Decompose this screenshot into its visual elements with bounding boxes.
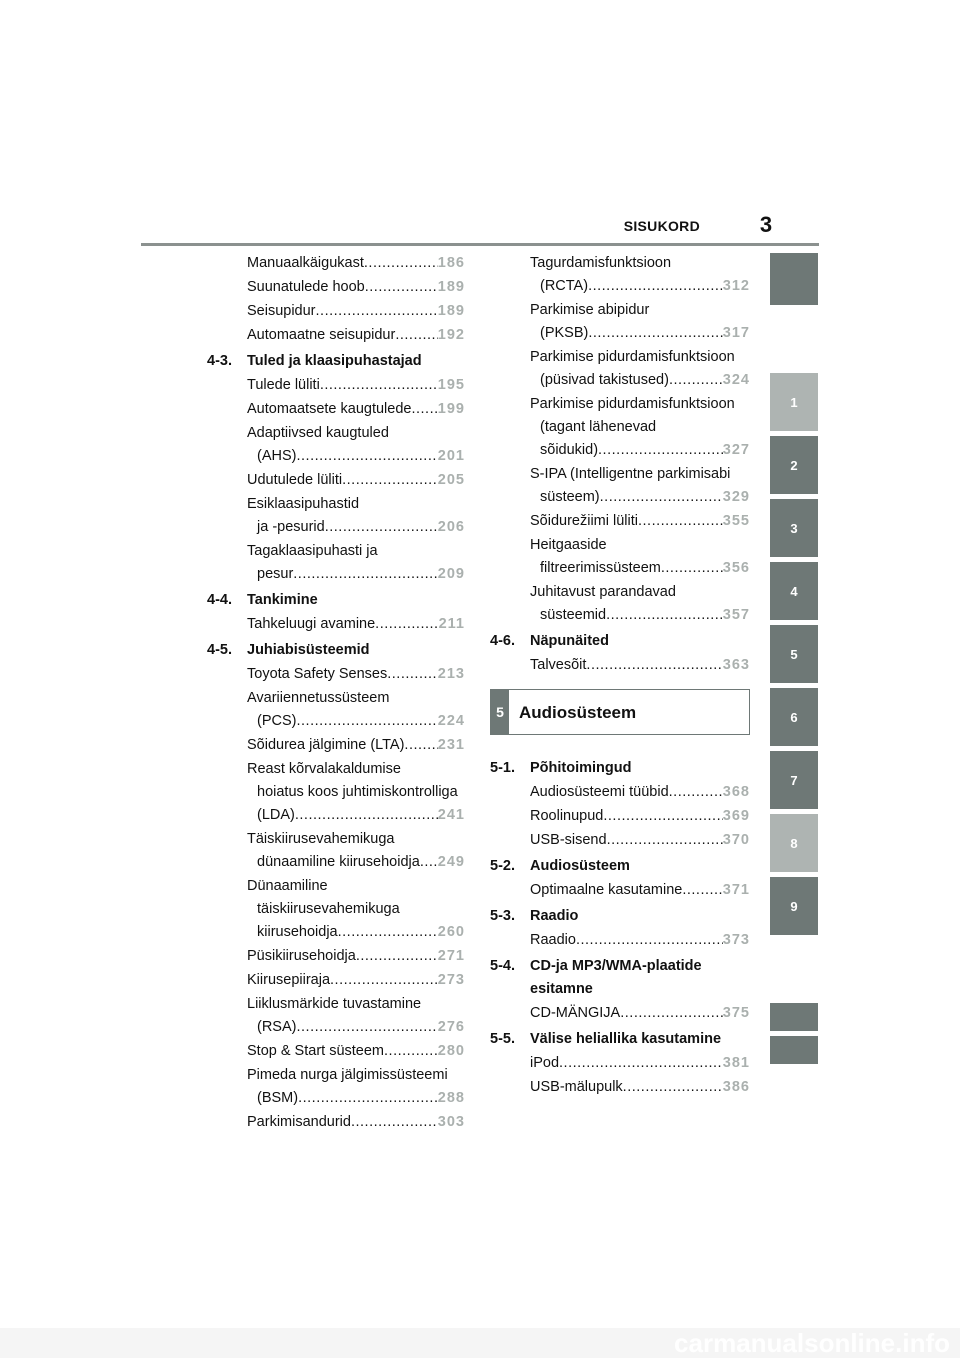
page-ref-link[interactable]: 371 [722,882,750,898]
entry-text: Adaptiivsed kaugtuled [247,425,389,441]
entry-text: Juhitavust parandavad [530,584,676,600]
entry-text: Automaatne seisupidur [247,327,396,343]
toc-entry-line [530,393,750,416]
toc-entry[interactable] [490,252,750,298]
toc-entry[interactable] [490,1076,750,1099]
dot-leader [588,322,722,345]
page-ref-link[interactable]: 189 [437,279,465,295]
section-title: Välise heliallika kasutamine [530,1031,722,1047]
toc-entry-line [247,300,465,323]
toc-entry-line [247,993,465,1016]
toc-entry-line [247,734,465,757]
toc-entry[interactable] [207,875,465,944]
toc-entry-line [247,851,465,874]
entry-text: (LDA) [257,807,295,823]
toc-entry-line [247,1016,465,1039]
page-ref-link[interactable]: 192 [437,327,465,343]
entry-text: (RSA) [257,1019,297,1035]
entry-text: Parkimisandurid [247,1114,351,1130]
toc-entry-line [530,604,750,627]
toc-entry[interactable] [207,734,465,757]
dot-leader [351,1111,438,1134]
page-ref-link[interactable]: 273 [437,972,465,988]
entry-text: Automaatsete kaugtulede [247,401,412,417]
toc-entry-line [530,534,750,557]
page-ref-link[interactable]: 386 [722,1079,750,1095]
section-number: 5-3. [490,908,515,924]
section-title: Põhitoimingud [530,760,632,776]
section-title: Juhiabisüsteemid [247,642,370,658]
section-number: 5-1. [490,760,515,776]
toc-entry-line [530,581,750,604]
entry-text: filtreerimissüsteem [540,560,661,576]
page-ref-link[interactable]: 363 [722,657,750,673]
dot-leader [638,510,723,533]
entry-text: Reast kõrvalakaldumise [247,761,401,777]
page-ref-link[interactable]: 329 [722,489,750,505]
entry-text: Parkimise pidurdamisfunktsioon [530,349,735,365]
toc-entry[interactable] [207,1111,465,1134]
toc-entry-line [530,416,750,439]
entry-text: kiirusehoidja [257,924,338,940]
page-ref-link[interactable]: 201 [437,448,465,464]
chapter-number: 5 [491,690,509,734]
dot-leader [411,398,437,421]
toc-entry-line [247,758,465,781]
tab-chapter-9[interactable] [770,877,818,935]
page-ref-link[interactable]: 224 [437,713,465,729]
toc-entry-line [530,346,750,369]
dot-leader [295,804,438,827]
toc-entry[interactable] [207,398,465,421]
page-ref-link[interactable]: 369 [722,808,750,824]
entry-text: Roolinupud [530,808,604,824]
dot-leader [325,516,438,539]
page-ref-link[interactable]: 213 [437,666,465,682]
toc-entry-line [247,252,465,275]
dot-leader [420,851,438,874]
entry-text: Esiklaasipuhastid [247,496,360,512]
page-ref-link[interactable]: 271 [437,948,465,964]
toc-entry-line [530,463,750,486]
toc-entry-line [247,516,465,539]
entry-text: (BSM) [257,1090,299,1106]
tab-chapter-7[interactable] [770,751,818,809]
page-ref-link[interactable]: 209 [437,566,465,582]
dot-leader [296,445,437,468]
page-ref-link[interactable]: 356 [722,560,750,576]
toc-entry[interactable] [207,422,465,468]
toc-entry-line [247,324,465,347]
section-title: Tuled ja klaasipuhastajad [247,353,422,369]
tab-chapter-3[interactable] [770,499,818,557]
toc-entry-line [247,398,465,421]
dot-leader [296,710,437,733]
toc-entry[interactable] [490,805,750,828]
entry-text: dünaamiline kiirusehoidja [257,854,420,870]
entry-text: Dünaamiline [247,878,328,894]
toc-entry[interactable] [490,1002,750,1025]
page-ref-link[interactable]: 317 [722,325,750,341]
toc-entry-line [530,275,750,298]
entry-text: (RCTA) [540,278,589,294]
section-heading [490,630,750,653]
entry-text: S-IPA (Intelligentne parkimisabi [530,466,731,482]
entry-text: Parkimise abipidur [530,302,650,318]
tab-chapter-4[interactable] [770,562,818,620]
entry-text: Audiosüsteemi tüübid [530,784,669,800]
tab-chapter-6[interactable] [770,688,818,746]
toc-entry-line [530,510,750,533]
toc-entry-line [247,1087,465,1110]
tab-blank-bottom-2 [770,1036,818,1064]
dot-leader [588,275,723,298]
tab-label: 4 [790,583,798,599]
section-number: 5-5. [490,1031,515,1047]
dot-leader [598,439,723,462]
dot-leader [600,486,723,509]
dot-leader [559,1052,723,1075]
dot-leader [364,252,438,275]
entry-text: ja -pesurid [257,519,325,535]
entry-text: Stop & Start süsteem [247,1043,385,1059]
section-number: 4-3. [207,353,232,369]
entry-text: (tagant lähenevad [540,419,657,435]
page-ref-link[interactable]: 381 [722,1055,750,1071]
toc-entry-line [530,1052,750,1075]
toc-entry-line [247,687,465,710]
toc-entry[interactable] [207,1040,465,1063]
section-title: CD-ja MP3/WMA-plaatide esitamne [530,958,702,997]
toc-entry-line [247,493,465,516]
toc-entry[interactable] [207,993,465,1039]
section-title: Näpunäited [530,633,609,649]
entry-text: süsteemid [540,607,607,623]
toc-entry[interactable] [490,299,750,345]
toc-entry-line [530,1076,750,1099]
tab-label: 3 [790,520,798,536]
dot-leader [586,654,722,677]
toc-entry-line [530,439,750,462]
toc-entry-line [247,445,465,468]
entry-text: Püsikiirusehoidja [247,948,356,964]
toc-entry-line [247,898,465,921]
entry-text: iPod [530,1055,560,1071]
entry-text: (PCS) [257,713,297,729]
section-title: Tankimine [247,592,318,608]
toc-entry-line [247,921,465,944]
page-ref-link[interactable]: 370 [722,832,750,848]
toc-entry[interactable] [207,252,465,275]
page-ref-link[interactable]: 206 [437,519,465,535]
toc-entry-line [247,374,465,397]
toc-entry[interactable] [207,374,465,397]
tab-label: 8 [790,835,798,851]
toc-entry-line [247,875,465,898]
toc-entry-line [247,1040,465,1063]
tab-label: 6 [790,709,798,725]
entry-text: hoiatus koos juhtimiskontrolliga [257,784,458,800]
dot-leader [395,324,437,347]
toc-entry-line [247,276,465,299]
entry-text: Tulede lüliti [247,377,320,393]
entry-text: Heitgaaside [530,537,607,553]
entry-text: CD-MÄNGIJA [530,1005,621,1021]
dot-leader [338,921,438,944]
toc-entry-line [530,879,750,902]
dot-leader [330,969,438,992]
toc-entry[interactable] [490,879,750,902]
page-ref-link[interactable]: 357 [722,607,750,623]
entry-text: Tagaklaasipuhasti ja [247,543,378,559]
dot-leader [607,829,723,852]
dot-leader [387,663,438,686]
toc-entry[interactable] [490,781,750,804]
section-heading [207,639,465,662]
toc-entry[interactable] [207,687,465,733]
entry-text: Sõidurežiimi lüliti [530,513,638,529]
toc-entry-line [247,781,465,804]
toc-entry-line [530,369,750,392]
entry-text: Toyota Safety Senses [247,666,388,682]
toc-entry[interactable] [490,654,750,677]
tab-blank-top [770,253,818,305]
dot-leader [356,945,438,968]
toc-entry[interactable] [490,393,750,462]
toc-entry[interactable] [490,510,750,533]
tab-label: 9 [790,898,798,914]
toc-entry-line [247,563,465,586]
page-ref-link[interactable]: 368 [722,784,750,800]
toc-entry[interactable] [207,493,465,539]
footer-watermark: carmanualsonline.info [0,1328,960,1358]
toc-entry[interactable] [207,1064,465,1110]
toc-entry-line [530,486,750,509]
entry-text: Suunatulede hoob [247,279,365,295]
entry-text: Kiirusepiiraja [247,972,331,988]
dot-leader [623,1076,723,1099]
toc-entry[interactable] [490,929,750,952]
dot-leader [606,604,723,627]
page-ref-link[interactable]: 241 [437,807,465,823]
section-heading [490,757,750,780]
chapter-heading [490,689,750,735]
tab-chapter-5[interactable] [770,625,818,683]
entry-text: Raadio [530,932,576,948]
toc-entry[interactable] [207,469,465,492]
toc-entry-line [247,540,465,563]
entry-text: Optimaalne kasutamine [530,882,683,898]
dot-leader [384,1040,438,1063]
page-ref-link[interactable]: 355 [722,513,750,529]
toc-entry[interactable] [490,534,750,580]
toc-entry-line [530,1002,750,1025]
entry-text: Talvesõit [530,657,587,673]
toc-entry-line [247,663,465,686]
toc-entry-line [247,1111,465,1134]
toc-entry-line [247,710,465,733]
tab-chapter-2[interactable] [770,436,818,494]
dot-leader [404,734,437,757]
dot-leader [342,469,438,492]
toc-entry-line [530,929,750,952]
page-ref-link[interactable]: 205 [437,472,465,488]
toc-right-column [490,252,750,1100]
toc-entry-line [247,804,465,827]
section-title: Audiosüsteem [530,858,630,874]
dot-leader [669,369,723,392]
entry-text: Tagurdamisfunktsioon [530,255,672,271]
entry-text: Sõidurea jälgimine (LTA) [247,737,405,753]
section-heading [207,350,465,373]
page-ref-link[interactable]: 324 [722,372,750,388]
toc-entry[interactable] [207,758,465,827]
page-ref-link[interactable]: 276 [437,1019,465,1035]
section-heading [207,589,465,612]
tab-label: 2 [790,457,798,473]
toc-entry-line [247,969,465,992]
dot-leader [298,1087,438,1110]
tab-label: 7 [790,772,798,788]
tab-label: 5 [790,646,798,662]
dot-leader [620,1002,723,1025]
page-ref-link[interactable]: 231 [437,737,465,753]
section-number: 4-5. [207,642,232,658]
section-heading [490,855,750,878]
dot-leader [576,929,723,952]
toc-entry[interactable] [207,945,465,968]
entry-text: Tahkeluugi avamine [247,616,376,632]
toc-entry-line [530,557,750,580]
entry-text: süsteem) [540,489,600,505]
toc-entry[interactable] [207,276,465,299]
tab-label: 1 [790,394,798,410]
toc-entry[interactable] [490,581,750,627]
toc-entry[interactable] [207,969,465,992]
chapter-title: Audiosüsteem [519,702,637,722]
toc-entry-line [530,322,750,345]
page-ref-link[interactable]: 260 [437,924,465,940]
header-title: SISUKORD [623,218,700,234]
entry-text: (AHS) [257,448,297,464]
toc-entry-line [247,945,465,968]
toc-entry-line [530,829,750,852]
toc-entry-line [247,422,465,445]
toc-entry[interactable] [207,663,465,686]
tab-blank-bottom-1 [770,1003,818,1031]
section-number: 4-6. [490,633,515,649]
entry-text: Pimeda nurga jälgimissüsteemi [247,1067,448,1083]
entry-text: Liiklusmärkide tuvastamine [247,996,422,1012]
toc-entry-line [247,1064,465,1087]
entry-text: Avariiennetussüsteem [247,690,390,706]
header-divider [141,243,819,246]
toc-entry[interactable] [207,540,465,586]
entry-text: Täiskiirusevahemikuga [247,831,395,847]
toc-entry-line [530,252,750,275]
entry-text: USB-mälupulk [530,1079,623,1095]
dot-leader [293,563,438,586]
page-ref-link[interactable]: 373 [722,932,750,948]
page-ref-link[interactable]: 375 [722,1005,750,1021]
page-ref-link[interactable]: 199 [437,401,465,417]
dot-leader [682,879,722,902]
page-number: 3 [759,212,773,237]
entry-text: täiskiirusevahemikuga [257,901,400,917]
toc-entry[interactable] [207,324,465,347]
toc-entry-line [247,469,465,492]
entry-text: (PKSB) [540,325,589,341]
page-ref-link[interactable]: 195 [437,377,465,393]
page-ref-link[interactable]: 189 [437,303,465,319]
toc-entry[interactable] [490,1052,750,1075]
page-ref-link[interactable]: 186 [437,255,465,271]
dot-leader [603,805,722,828]
page-ref-link[interactable]: 312 [722,278,750,294]
entry-text: sõidukid) [540,442,599,458]
dot-leader [661,557,723,580]
page-ref-link[interactable]: 280 [437,1043,465,1059]
page-ref-link[interactable]: 327 [722,442,750,458]
toc-entry[interactable] [490,829,750,852]
dot-leader [365,276,438,299]
section-heading [490,1028,750,1051]
toc-entry-line [530,781,750,804]
toc-entry-line [247,613,465,636]
toc-entry-line [530,299,750,322]
page-ref-link[interactable]: 303 [437,1114,465,1130]
section-heading [490,905,750,928]
toc-entry-line [247,828,465,851]
toc-entry[interactable] [490,463,750,509]
dot-leader [316,300,438,323]
toc-entry-line [530,654,750,677]
toc-entry[interactable] [207,300,465,323]
dot-leader [375,613,438,636]
dot-leader [320,374,438,397]
toc-entry[interactable] [490,346,750,392]
page-ref-link[interactable]: 249 [437,854,465,870]
page-ref-link[interactable]: 288 [437,1090,465,1106]
entry-text: pesur [257,566,294,582]
entry-text: Udutulede lüliti [247,472,343,488]
section-number: 5-2. [490,858,515,874]
dot-leader [296,1016,437,1039]
tab-chapter-1[interactable] [770,373,818,431]
entry-text: Seisupidur [247,303,316,319]
tab-chapter-8[interactable] [770,814,818,872]
dot-leader [669,781,723,804]
section-title: Raadio [530,908,579,924]
entry-text: (püsivad takistused) [540,372,669,388]
entry-text: USB-sisend [530,832,607,848]
toc-left-column [207,252,465,1135]
section-number: 5-4. [490,958,515,974]
toc-entry[interactable] [207,613,465,636]
toc-entry-line [530,805,750,828]
entry-text: Parkimise pidurdamisfunktsioon [530,396,735,412]
toc-entry[interactable] [207,828,465,874]
section-heading [490,955,750,1001]
section-number: 4-4. [207,592,232,608]
page-ref-link[interactable]: 211 [438,616,465,632]
entry-text: Manuaalkäigukast [247,255,364,271]
